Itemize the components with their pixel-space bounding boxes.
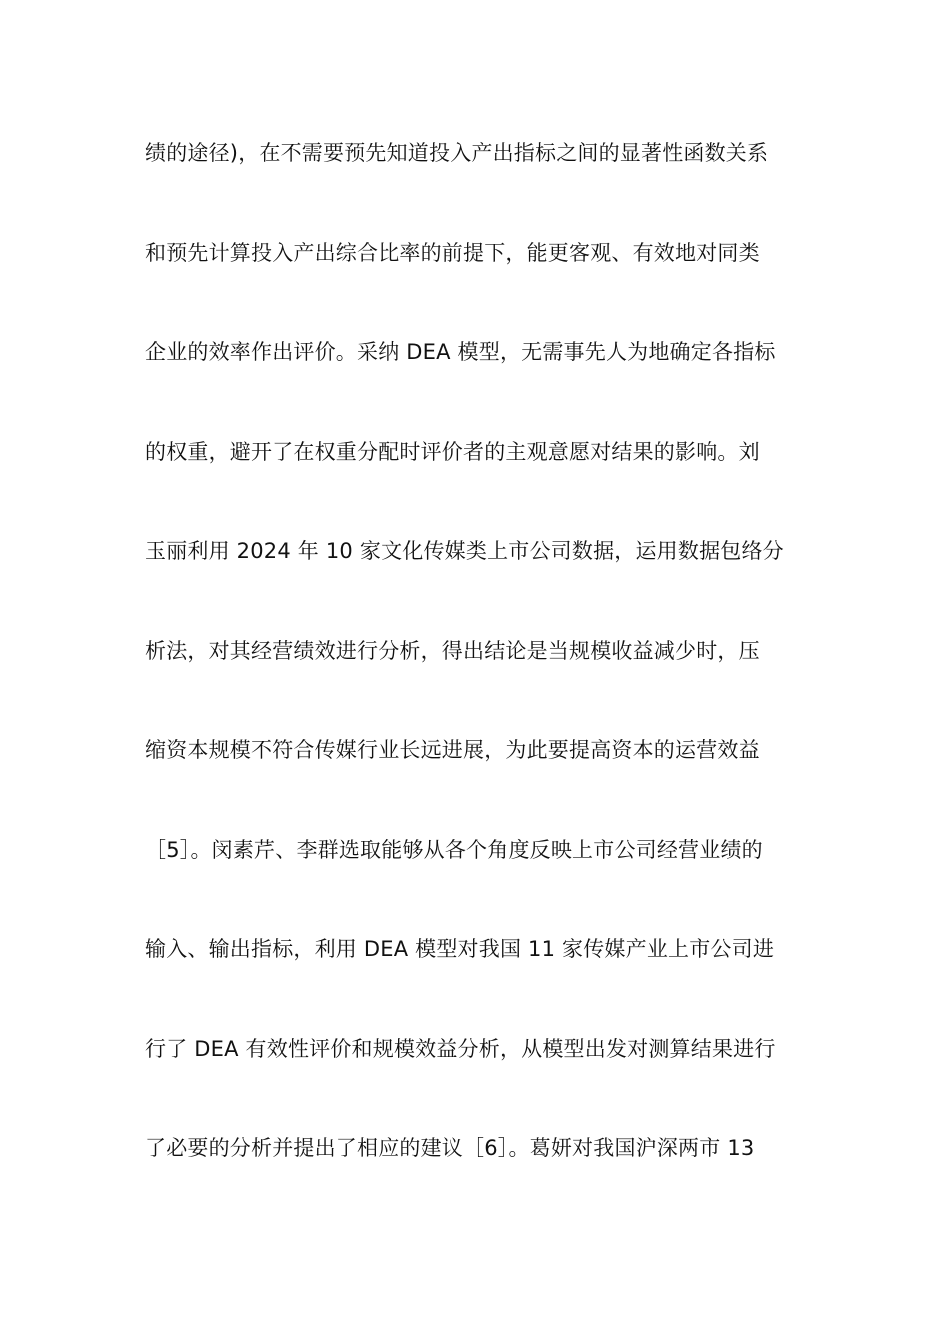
text-line-2: 和预先计算投入产出综合比率的前提下，能更客观、有效地对同类: [145, 240, 760, 265]
body-paragraph: [145, 133, 815, 1228]
text-line-3: 企业的效率作出评价。采纳 DEA 模型，无需事先人为地确定各指标: [145, 340, 776, 364]
text-line-4: 的权重，避开了在权重分配时评价者的主观意愿对结果的影响。刘: [145, 439, 760, 464]
text-line-9: 输入、输出指标，利用 DEA 模型对我国 11 家传媒产业上市公司进: [145, 937, 775, 961]
text-line-6: 析法，对其经营绩效进行分析，得出结论是当规模收益减少时，压: [145, 638, 760, 663]
text-line-8: ［5］。闵素芹、李群选取能够从各个角度反映上市公司经营业绩的: [145, 837, 763, 862]
text-line-5: 玉丽利用 2024 年 10 家文化传媒类上市公司数据，运用数据包络分: [145, 539, 784, 563]
text-line-11: 了必要的分析并提出了相应的建议［6］。葛妍对我国沪深两市 13: [145, 1136, 755, 1160]
text-line-7: 缩资本规模不符合传媒行业长远进展，为此要提高资本的运营效益: [145, 738, 760, 762]
text-line-1: 绩的途径)，在不需要预先知道投入产出指标之间的显著性函数关系: [145, 141, 769, 165]
text-line-10: 行了 DEA 有效性评价和规模效益分析，从模型出发对测算结果进行: [145, 1036, 776, 1061]
